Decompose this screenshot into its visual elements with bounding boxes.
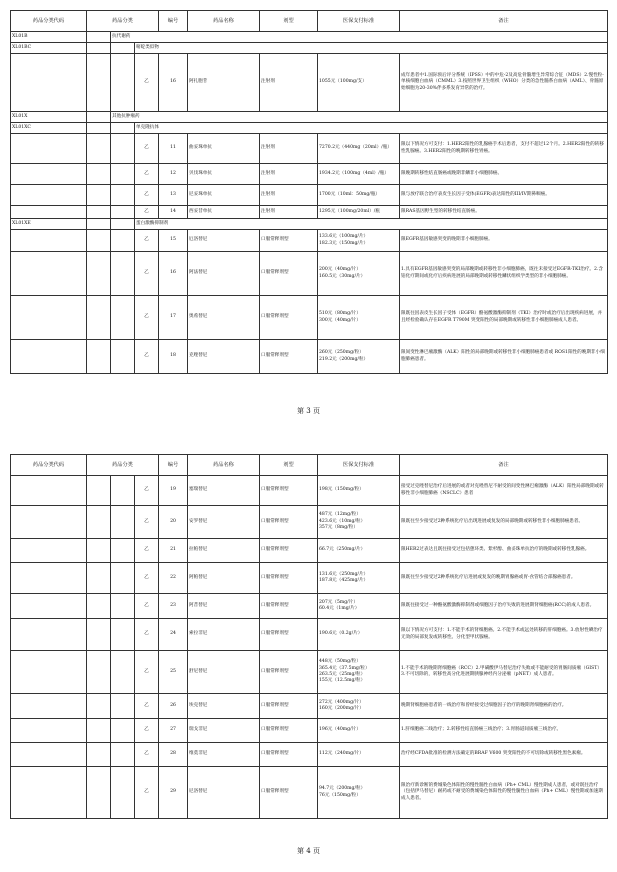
dosage-form-cell: 注射剂	[260, 134, 318, 164]
code-cell	[11, 230, 87, 252]
category-code: XL01XE	[11, 219, 87, 230]
table-row	[11, 767, 608, 819]
drug-name-cell: 曲妥珠单抗	[188, 134, 260, 164]
note-cell: 接受过克唑替尼治疗后进展的或者对克唑替尼不耐受的间变性淋巴瘤激酶（ALK）阳性局部晚期或转移性非小细胞肺癌（NSCLC）患者	[400, 476, 608, 506]
dosage-form-cell: 注射剂	[260, 164, 318, 185]
table-row	[11, 185, 608, 206]
class-cell: 乙	[135, 594, 159, 619]
table-row	[11, 54, 608, 112]
price-cell: 7270.2元（440mg（20ml）/瓶）	[318, 134, 400, 164]
dosage-form-cell: 口服常释剂型	[260, 340, 318, 374]
drug-table-page-3	[10, 10, 608, 374]
drug-name-cell: 索拉非尼	[188, 619, 260, 651]
class-cell: 乙	[135, 252, 159, 296]
number-cell: 28	[159, 743, 188, 767]
category-blank-cell	[111, 219, 135, 230]
price-cell: 207元（5mg/片） 60.4元（1mg/片）	[318, 594, 400, 619]
table-row	[11, 563, 608, 594]
drug-name-cell: 瑞戈非尼	[188, 719, 260, 743]
table-header-row	[11, 455, 608, 476]
category-blank-cell	[111, 594, 135, 619]
drug-name-cell: 维莫非尼	[188, 743, 260, 767]
number-cell: 25	[159, 651, 188, 694]
number-cell: 29	[159, 767, 188, 819]
category-blank-cell	[87, 43, 111, 54]
drug-name-cell: 克唑替尼	[188, 340, 260, 374]
drug-name-cell: 贝伐珠单抗	[188, 164, 260, 185]
category-blank-cell	[87, 619, 111, 651]
note-cell: 1.具有EGFR基因敏感突变的局部晚期或转移性非小细胞肺癌，既往未接受过EGFR-TKI治疗。2.含铂化疗期间或化疗后疾病进展的局部晚期或转移性鳞状组织学类型的非小细胞肺癌。	[400, 252, 608, 296]
header-note: 备注	[400, 455, 608, 476]
drug-name-cell: 舒尼替尼	[188, 651, 260, 694]
header-category: 药品分类	[87, 455, 159, 476]
category-code: XL01B	[11, 32, 87, 43]
class-cell: 乙	[135, 767, 159, 819]
category-row	[11, 123, 608, 134]
price-cell: 131.6元（250mg/片） 187.8元（425mg/片）	[318, 563, 400, 594]
note-cell: 限既往接受过一种酪氨酸激酶抑制剂或细胞因子治疗失败的进展期肾细胞癌(RCC)的成人患者。	[400, 594, 608, 619]
class-cell: 乙	[135, 206, 159, 219]
code-cell	[11, 252, 87, 296]
dosage-form-cell: 口服常释剂型	[260, 619, 318, 651]
price-cell: 1295元（100mg/20ml）/瓶	[318, 206, 400, 219]
category-blank-cell	[111, 563, 135, 594]
code-cell	[11, 185, 87, 206]
table-row	[11, 476, 608, 506]
dosage-form-cell: 口服常释剂型	[260, 296, 318, 340]
class-cell: 乙	[135, 476, 159, 506]
category-blank-cell	[111, 743, 135, 767]
drug-name-cell: 安罗替尼	[188, 506, 260, 539]
note-cell: 限以下情况方可支付：1.HER2阳性的乳腺癌手术后患者，支付不超过12个月。2.HER2阳性的转移性乳腺癌。3.HER2阳性的晚期转移性胃癌。	[400, 134, 608, 164]
drug-name-cell: 阿帕替尼	[188, 563, 260, 594]
price-cell: 487元（12mg/粒） 423.6元（10mg/粒） 357元（8mg/粒）	[318, 506, 400, 539]
table-row	[11, 694, 608, 719]
category-blank-cell	[111, 54, 135, 112]
category-blank-cell	[87, 651, 111, 694]
code-cell	[11, 54, 87, 112]
table-header-row	[11, 11, 608, 32]
price-cell: 272元（400mg/片） 160元（200mg/片）	[318, 694, 400, 719]
category-blank-cell	[87, 340, 111, 374]
page-number: 第 4 页	[297, 847, 320, 855]
price-cell: 1700元（10ml：50mg/瓶）	[318, 185, 400, 206]
page-number: 第 3 页	[297, 407, 320, 415]
category-blank-cell	[87, 206, 111, 219]
dosage-form-cell: 口服常释剂型	[260, 767, 318, 819]
category-name: 单克隆抗体	[135, 123, 608, 134]
drug-name-cell: 阿法替尼	[188, 252, 260, 296]
category-blank-cell	[87, 54, 111, 112]
code-cell	[11, 619, 87, 651]
category-blank-cell	[111, 230, 135, 252]
header-name: 药品名称	[188, 455, 260, 476]
number-cell: 22	[159, 563, 188, 594]
number-cell: 17	[159, 296, 188, 340]
category-blank-cell	[111, 123, 135, 134]
category-blank-cell	[87, 743, 111, 767]
class-cell: 乙	[135, 296, 159, 340]
dosage-form-cell: 注射剂	[260, 185, 318, 206]
category-blank-cell	[87, 563, 111, 594]
table-row	[11, 206, 608, 219]
class-cell: 乙	[135, 506, 159, 539]
class-cell: 乙	[135, 164, 159, 185]
dosage-form-cell: 口服常释剂型	[260, 719, 318, 743]
dosage-form-cell: 口服常释剂型	[260, 594, 318, 619]
code-cell	[11, 134, 87, 164]
drug-name-cell: 阿扎胞苷	[188, 54, 260, 112]
note-cell: 限RAS基因野生型的转移性结直肠癌。	[400, 206, 608, 219]
drug-name-cell: 埃克替尼	[188, 694, 260, 719]
category-blank-cell	[87, 719, 111, 743]
code-cell	[11, 719, 87, 743]
code-cell	[11, 296, 87, 340]
category-blank-cell	[87, 164, 111, 185]
code-cell	[11, 206, 87, 219]
category-blank-cell	[87, 219, 111, 230]
price-cell: 112元（240mg/片）	[318, 743, 400, 767]
table-row	[11, 506, 608, 539]
category-blank-cell	[87, 252, 111, 296]
class-cell: 乙	[135, 694, 159, 719]
drug-name-cell: 塞瑞替尼	[188, 476, 260, 506]
category-blank-cell	[87, 694, 111, 719]
drug-name-cell: 阿昔替尼	[188, 594, 260, 619]
note-cell: 治疗经CFDA批准的检测方法确定的BRAF V600 突变阳性的不可切除或转移性黑色素瘤。	[400, 743, 608, 767]
dosage-form-cell: 口服常释剂型	[260, 563, 318, 594]
table-row	[11, 594, 608, 619]
header-no: 编号	[159, 455, 188, 476]
drug-table-page-4	[10, 454, 608, 819]
note-cell: 限既往因表皮生长因子受体（EGFR）酪氨酸激酶抑制剂（TKI）治疗时或治疗后出现疾病进展，并且经检验确认存在EGFR T790M 突变阳性的局部晚期或转移性非小细胞肺癌成人患者。	[400, 296, 608, 340]
category-blank-cell	[111, 719, 135, 743]
category-name: 嘧啶类似物	[135, 43, 608, 54]
table-row	[11, 164, 608, 185]
code-cell	[11, 506, 87, 539]
category-blank-cell	[111, 651, 135, 694]
note-cell: 限EGFR基因敏感突变的晚期非小细胞肺癌。	[400, 230, 608, 252]
price-cell: 66.7元（250mg/片）	[318, 539, 400, 563]
category-blank-cell	[111, 252, 135, 296]
table-row	[11, 252, 608, 296]
price-cell: 198元（150mg/粒）	[318, 476, 400, 506]
price-cell: 1055元（100mg/支）	[318, 54, 400, 112]
note-cell: 限与放疗联合治疗表皮生长因子受体(EGFR)表达阳性的III/IV期鼻咽癌。	[400, 185, 608, 206]
number-cell: 15	[159, 230, 188, 252]
table-row	[11, 230, 608, 252]
category-blank-cell	[87, 506, 111, 539]
category-code: XL01X	[11, 112, 87, 123]
number-cell: 14	[159, 206, 188, 219]
category-row	[11, 219, 608, 230]
number-cell: 23	[159, 594, 188, 619]
category-blank-cell	[87, 476, 111, 506]
category-code: XL01XC	[11, 123, 87, 134]
category-blank-cell	[87, 32, 111, 43]
number-cell: 19	[159, 476, 188, 506]
note-cell: 限HER2过表达且既往接受过包括蒽环类、紫杉醇、曲妥珠单抗治疗的晚期或转移性乳腺癌。	[400, 539, 608, 563]
drug-name-cell: 西妥昔单抗	[188, 206, 260, 219]
class-cell: 乙	[135, 651, 159, 694]
category-blank-cell	[111, 206, 135, 219]
price-cell: 510元（80mg/片） 300元（40mg/片）	[318, 296, 400, 340]
code-cell	[11, 767, 87, 819]
category-name: 蛋白激酶抑制剂	[135, 219, 608, 230]
table-row	[11, 340, 608, 374]
category-blank-cell	[111, 539, 135, 563]
category-blank-cell	[87, 112, 111, 123]
price-cell: 200元（40mg/片） 160.5元（30mg/片）	[318, 252, 400, 296]
number-cell: 21	[159, 539, 188, 563]
dosage-form-cell: 口服常释剂型	[260, 539, 318, 563]
code-cell	[11, 539, 87, 563]
number-cell: 13	[159, 185, 188, 206]
number-cell: 12	[159, 164, 188, 185]
price-cell: 260元（250mg/粒） 219.2元（200mg/粒）	[318, 340, 400, 374]
class-cell: 乙	[135, 719, 159, 743]
class-cell: 乙	[135, 230, 159, 252]
header-category: 药品分类	[87, 11, 159, 32]
category-blank-cell	[87, 185, 111, 206]
category-blank-cell	[111, 296, 135, 340]
header-code: 药品分类代码	[11, 455, 87, 476]
drug-name-cell: 尼妥珠单抗	[188, 185, 260, 206]
class-cell: 乙	[135, 743, 159, 767]
category-name: 抗代谢药	[111, 32, 608, 43]
dosage-form-cell: 口服常释剂型	[260, 651, 318, 694]
class-cell: 乙	[135, 134, 159, 164]
category-blank-cell	[111, 767, 135, 819]
category-blank-cell	[111, 340, 135, 374]
dosage-form-cell: 口服常释剂型	[260, 252, 318, 296]
price-cell: 196元（40mg/片）	[318, 719, 400, 743]
header-note: 备注	[400, 11, 608, 32]
code-cell	[11, 563, 87, 594]
class-cell: 乙	[135, 340, 159, 374]
dosage-form-cell: 注射剂	[260, 206, 318, 219]
number-cell: 11	[159, 134, 188, 164]
table-row	[11, 134, 608, 164]
price-cell: 1934.2元（100mg（4ml）/瓶）	[318, 164, 400, 185]
code-cell	[11, 743, 87, 767]
note-cell: 限既往至少接受过2种系统化疗后出现进展或复发的局部晚期或转移性非小细胞肺癌患者。	[400, 506, 608, 539]
note-cell: 限晚期转移性结直肠癌或晚期非鳞非小细胞肺癌。	[400, 164, 608, 185]
drug-name-cell: 奥希替尼	[188, 296, 260, 340]
category-blank-cell	[87, 134, 111, 164]
code-cell	[11, 594, 87, 619]
drug-name-cell: 拉帕替尼	[188, 539, 260, 563]
number-cell: 16	[159, 252, 188, 296]
price-cell: 448元（50mg/粒） 365.4元（37.5mg/粒） 263.5元（25mg/粒） 155元（12.5mg/粒）	[318, 651, 400, 694]
dosage-form-cell: 注射剂	[260, 54, 318, 112]
category-blank-cell	[111, 164, 135, 185]
header-price: 医保支付标准	[318, 455, 400, 476]
table-row	[11, 719, 608, 743]
price-cell: 94.7元（200mg/粒） 76元（150mg/粒）	[318, 767, 400, 819]
number-cell: 24	[159, 619, 188, 651]
number-cell: 16	[159, 54, 188, 112]
class-cell: 乙	[135, 54, 159, 112]
dosage-form-cell: 口服常释剂型	[260, 743, 318, 767]
header-code: 药品分类代码	[11, 11, 87, 32]
category-blank-cell	[87, 296, 111, 340]
category-blank-cell	[87, 123, 111, 134]
category-row	[11, 43, 608, 54]
category-blank-cell	[111, 476, 135, 506]
code-cell	[11, 164, 87, 185]
class-cell: 乙	[135, 563, 159, 594]
table-row	[11, 539, 608, 563]
category-code: XL01BC	[11, 43, 87, 54]
dosage-form-cell: 口服常释剂型	[260, 694, 318, 719]
note-cell: 限治疗新诊断的费城染色体阳性的慢性髓性白血病（Ph+ CML）慢性期成人患者，或对既往治疗（包括伊马替尼）耐药或不耐受的费城染色体阳性的慢性髓性白血病（Ph+ CML）慢性期或加速期成人患者。	[400, 767, 608, 819]
header-price: 医保支付标准	[318, 11, 400, 32]
category-blank-cell	[111, 43, 135, 54]
code-cell	[11, 340, 87, 374]
category-blank-cell	[111, 506, 135, 539]
category-row	[11, 112, 608, 123]
header-form: 剂型	[260, 11, 318, 32]
dosage-form-cell: 口服常释剂型	[260, 476, 318, 506]
header-no: 编号	[159, 11, 188, 32]
note-cell: 1.肝细胞癌二线治疗；2.转移性结直肠癌三线治疗；3.胃肠道间质瘤三线治疗。	[400, 719, 608, 743]
category-blank-cell	[111, 185, 135, 206]
category-blank-cell	[111, 134, 135, 164]
dosage-form-cell: 口服常释剂型	[260, 230, 318, 252]
note-cell: 1.不能手术的晚期肾细胞癌（RCC）2.甲磺酸伊马替尼治疗失败或不能耐受的胃肠间质瘤（GIST）3.不可切除的，转移性高分化进展期胰腺神经内分泌瘤（pNET）成人患者。	[400, 651, 608, 694]
number-cell: 20	[159, 506, 188, 539]
code-cell	[11, 476, 87, 506]
note-cell: 晚期肾细胞癌患者的一线治疗和曾经接受过细胞因子治疗的晚期肾细胞癌的治疗。	[400, 694, 608, 719]
category-name: 其他抗肿瘤药	[111, 112, 608, 123]
header-name: 药品名称	[188, 11, 260, 32]
category-blank-cell	[87, 539, 111, 563]
class-cell: 乙	[135, 185, 159, 206]
dosage-form-cell: 口服常释剂型	[260, 506, 318, 539]
table-row	[11, 651, 608, 694]
table-row	[11, 743, 608, 767]
number-cell: 18	[159, 340, 188, 374]
drug-name-cell: 尼洛替尼	[188, 767, 260, 819]
note-cell: 限以下情况方可支付：1.不能手术的肾细胞癌。2.不能手术或远处转移的肝细胞癌。3.放射性碘治疗无效的局部复发或转移性、分化型甲状腺癌。	[400, 619, 608, 651]
class-cell: 乙	[135, 539, 159, 563]
category-blank-cell	[87, 767, 111, 819]
note-cell: 成年患者中1.国际预后评分系统（IPSS）中的中危-2及高危骨髓增生异常综合征（MDS）2.慢性粒-单核细胞白血病（CMML）3.按照世界卫生组织（WHO）分类的急性髓系白血病（AML）、骨髓原始细胞为20-30%伴多系发育异常的治疗。	[400, 54, 608, 112]
price-cell: 190.6元（0.2g/片）	[318, 619, 400, 651]
table-row	[11, 296, 608, 340]
category-row	[11, 32, 608, 43]
note-cell: 限间变性淋巴瘤激酶（ALK）阳性的局部晚期或转移性非小细胞肺癌患者或 ROS1阳性的晚期非小细胞肺癌患者。	[400, 340, 608, 374]
category-blank-cell	[111, 619, 135, 651]
category-blank-cell	[87, 594, 111, 619]
table-row	[11, 619, 608, 651]
price-cell: 133.6元（100mg/片） 182.3元（150mg/片）	[318, 230, 400, 252]
category-blank-cell	[87, 230, 111, 252]
number-cell: 27	[159, 719, 188, 743]
drug-name-cell: 厄洛替尼	[188, 230, 260, 252]
header-form: 剂型	[260, 455, 318, 476]
number-cell: 26	[159, 694, 188, 719]
class-cell: 乙	[135, 619, 159, 651]
category-blank-cell	[111, 694, 135, 719]
note-cell: 限既往至少接受过2种系统化疗后进展或复发的晚期胃腺癌或胃-食管结合部腺癌患者。	[400, 563, 608, 594]
code-cell	[11, 651, 87, 694]
code-cell	[11, 694, 87, 719]
